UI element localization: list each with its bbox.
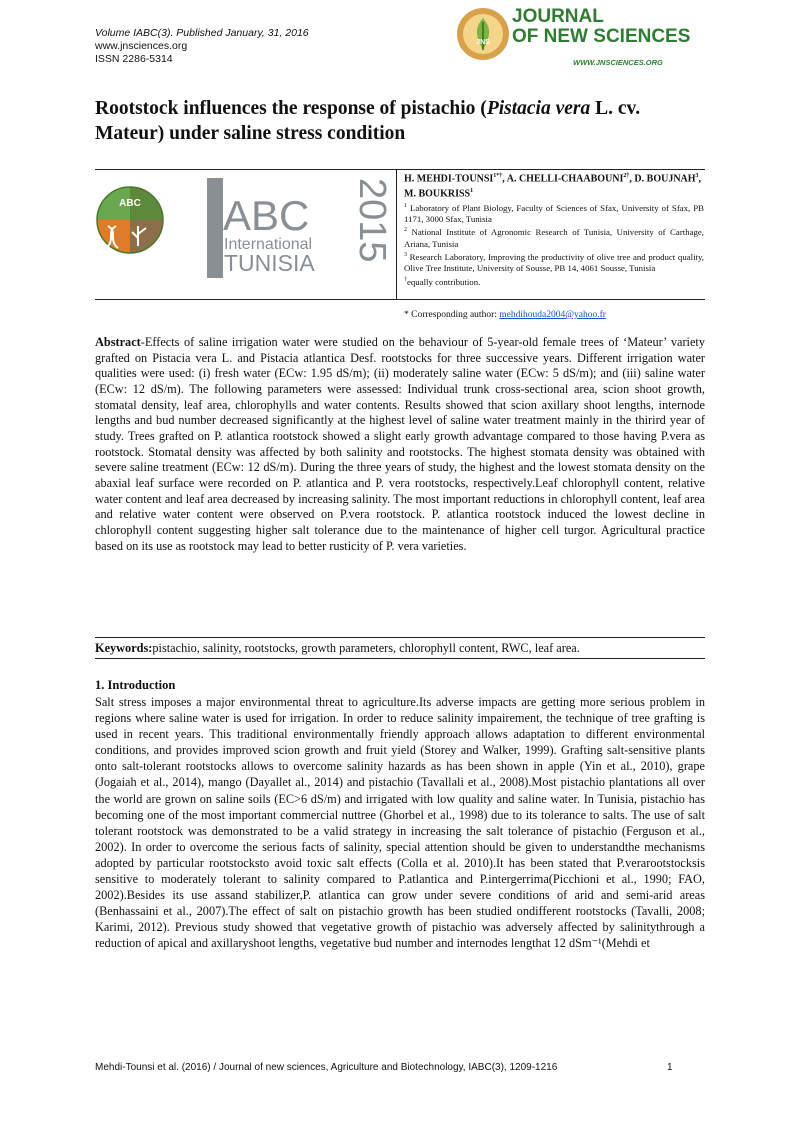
keywords-label: Keywords: [95, 641, 153, 655]
section-heading-introduction: 1. Introduction [95, 678, 176, 692]
iabc-country: TUNISIA [224, 250, 315, 276]
iabc-logo-icon [95, 170, 395, 290]
page-number: 1 [667, 1062, 673, 1073]
journal-meta [95, 27, 309, 66]
corr-label: * Corresponding author: [404, 310, 500, 320]
introduction-text: Salt stress imposes a major environmental threat to agriculture.Its adverse impacts are getting more serious problem in regions where saline water is used for irrigation. In order to reduce salinity impairement, the technique of tree grafting is used in recent years. This traditional environmentally friendly approach allows adaptation to different environmental conditions, and provides improved scion growth and fruit yield (Storey and Walker, 1999). Grafting salt-sensitive plants onto salt-tolerant rootstocks allows to overcome salinity hazards as has been shown in apple (Yin et al., 2010), grape (Jogaiah et al., 2014), mango (Dayallet al., 2014) and pistachio (Tavallali et al., 2008).Most pistachio plantations all over the world are grown on saline soils (EC>6 dS/m) and irrigated with low quality and saline water. In Tunisia, pistachio has becoming one of the most important commercial nuttree (Ghorbel et al., 1998) due to its tolerance to salts. The use of salt tolerant rootstock was demonstrated to be a valid strategy in increasing the salt tolerance of pistachio (Ferguson et al., 2002). In order to overcome the serious facts of salinity, special attention should be given to understandthe mechanisms adopted by particular rootstocksto avoid toxic salt effects (Colla et al. 2010).It has been stated that P.verarootstocksis sensitive to moderately tolerant to salinity compared to P.atlantica and P.intergerrima(Picchioni et al., 1990; FAO, 2002).Besides its use assand stabilizer,P. atlantica can grow under severe conditions of arid and semi-arid areas (Benhassaini et al., 2007).The effect of salt on pistachio growth has been studied ondifferent rootstocks (Tavalli, 2008; Karimi, 2012). Previous study showed that vegetative growth of pistachio was adversely affected by salinitythrough a reduction of apical and axillaryshoot lengths, vegetative bud number and internodes lengthat 12 dSm⁻¹(Mehdi et [95, 695, 705, 951]
journal-title-line2: OF NEW SCIENCES [512, 26, 691, 47]
paper-title [95, 96, 705, 146]
keywords-bottom-rule [95, 658, 705, 659]
journal-url: WWW.JNSCIENCES.ORG [573, 58, 663, 67]
title-species: Pistacia vera [486, 98, 591, 119]
abstract-text: -Effects of saline irrigation water were studied on the behaviour of 5-year-old female trees of ‘Mateur’ variety grafted on Pistacia vera L. and Pistacia atlantica Desf. rootstocks for three successive years. Different irrigation water qualities were used: (i) fresh water (ECw: 1.95 dS/m); (ii) moderately saline water (ECw: 5 dS/m); and (iii) saline water (ECw: 12 dS/m). The following parameters were assessed: Individual trunk cross-sectional area, scion shoot growth, stomatal density, leaf area, chlorophylls and water contents. Results showed that scion axillary shoot lengths, internode lengths and bud number decreased significantly at the highest level of saline water treatment mainly in the thirird year of study. Trees grafted on P. atlantica rootstock showed a slight early growth advantage compared to those having P.vera as rootstock. Stomatal density was affected by both salinity and rootstocks. The highest stomata density was obtained with severe saline treatment (ECw: 12 dS/m). During the three years of study, the highest and the lowest stomata density on the abaxial leaf surface were recorded on P. atlantica and P. vera rootstocks, respectively.Leaf chlorophyll content, relative water content and leaf area decreased by increasing salinity. The most important reductions in chlorophyll content, leaf area and relative water content were observed on P.vera rootstock. P. atlantica rootstock induced the lowest decline in chlorophyll content suggesting higher salt tolerance due to the maintenance of higher cell turgor. Agricultural practice based on its use as rootstock may lead to better rusticity of P. vera varieties. [95, 335, 705, 553]
equal-contribution-note: †equally contribution. [404, 276, 481, 287]
header-divider [396, 169, 397, 299]
keywords-top-rule [95, 637, 705, 638]
affiliation-1: $^1$ Laboratory of Plant Biology, Faculty of Sciences of Sfax, University of Sfax, PB 1171, 3000 Sfax, Tunisia [404, 202, 704, 224]
abstract-label: Abstract [95, 335, 141, 349]
journal-logo [455, 4, 705, 74]
journal-title-line1: JOURNAL [512, 6, 604, 27]
journal-badge-icon [455, 6, 511, 62]
keywords [95, 641, 705, 656]
footer-citation: Mehdi-Tounsi et al. (2016) / Journal of new sciences, Agriculture and Biotechnology, IABC(3), 1209-1216 [95, 1062, 558, 1073]
title-part2: L. cv. Mateur) under saline stress condition [95, 98, 641, 144]
abstract [95, 335, 705, 554]
volume-line: Volume IABC(3). Published January, 31, 2016 [95, 27, 309, 39]
iabc-letters: ABC [223, 192, 310, 239]
corr-email-link[interactable]: mehdihouda2004@yahoo.fr [499, 310, 606, 320]
corresponding-author [404, 310, 606, 320]
conference-logo [95, 170, 395, 290]
iabc-year: 2015 [351, 178, 393, 263]
iabc-international: International [224, 236, 313, 253]
journal-title [512, 7, 690, 47]
affiliation-3: $^3$ Research Laboratory, Improving the productivity of olive tree and product quality, Olive Tree Institute, University of Sousse, PB 14, 4061 Sousse, Tunisia [404, 252, 704, 274]
journal-badge-text: JNS [476, 39, 490, 46]
title-part1: Rootstock influences the response of pistachio ( [95, 98, 487, 119]
issn-line: ISSN 2286-5314 [95, 53, 173, 65]
header-bottom-rule [95, 299, 705, 300]
emblem-letters: ABC [119, 198, 141, 209]
author-names: H. MEHDI-$TOUNSI^{1*\dagger}$, A. CHELLI-$CHAABOUNI^{2\dagger}$, D. BOUJNAH$^3$, M. BOUKRISS$^1$ [404, 173, 702, 200]
affiliation-2: $^2$ National Institute of Agronomic Research of Tunisia, University of Carthage, Ariana, Tunisia [404, 227, 704, 249]
keywords-text: pistachio, salinity, rootstocks, growth parameters, chlorophyll content, RWC, leaf area. [152, 641, 580, 655]
author-block [404, 170, 704, 288]
website-line: www.jnsciences.org [95, 40, 188, 52]
